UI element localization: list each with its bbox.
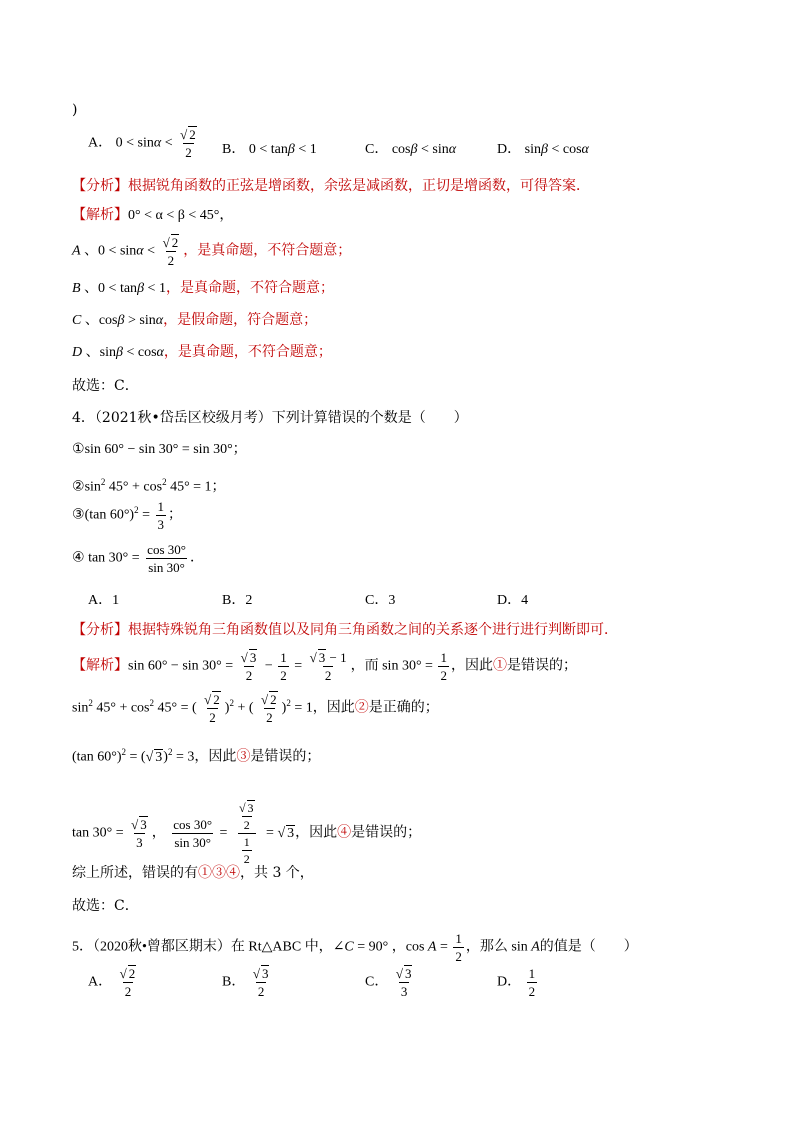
q3-option-b[interactable]: B． 0 < tanβ < 1 (222, 142, 317, 157)
q4-item-2: $②\sin^2$ $45^\circ + \cos^2 45^\circ = 1$； (72, 477, 226, 495)
q3-analysis (72, 176, 590, 196)
q4-analysis: 【分析】根据特殊锐角三角函数值以及同角三角函数之间的关系逐个进行进行判断即可． (72, 622, 618, 638)
q4-stem: 4．（2021秋•岱岳区校级月考）下列计算错误的个数是（ ） (72, 410, 468, 426)
q4-option-b[interactable]: B．2 (222, 593, 253, 608)
q5-option-b[interactable]: B． $\frac{√ 3}{2}$ (222, 966, 269, 999)
q4-answer: 故选：C． (72, 898, 139, 914)
q5-option-d[interactable]: D． $\frac{1}{2}$ (497, 966, 536, 999)
q4-option-c[interactable]: C．3 (365, 593, 396, 608)
q3-option-c[interactable]: C． cosβ < sinα (365, 142, 457, 157)
q3-solution-a: A 、0 < sinα < $\frac{√ 2}{2}$ ，是真命题，不符合题意； (72, 235, 352, 268)
q4-item-4: ④ tan 30° = $\frac{\cos 30^\circ}{\sin 30^\circ}$ ． (72, 542, 204, 575)
q3-option-d[interactable]: D． sinβ < cosα (497, 142, 589, 157)
q3-answer: 故选：C． (72, 378, 139, 394)
q4-solution-4: tan 30° = $\frac{√ 3}{3}$ ， $\frac{\cos 30^\circ}{\sin 30^\circ}$ = $\frac{\frac{√ 3}{2}}{\frac{1}{2}}$ = √ 3，因此④是错误的； (72, 801, 422, 866)
q3-solution-c: C 、cosβ > sinα，是假命题，符合题意； (72, 313, 318, 328)
q4-summary: 综上所述，错误的有①③④，共 3 个， (72, 865, 314, 881)
solution-tag: 【解析】 (72, 208, 128, 223)
q4-option-d[interactable]: D．4 (497, 593, 529, 608)
q3-solution-d: D 、sinβ < cosα，是真命题，不符合题意； (72, 345, 332, 360)
analysis-tag: 【分析】 (72, 178, 128, 194)
analysis-text: 根据锐角函数的正弦是增函数，余弦是减函数，正切是增函数，可得答案． (128, 178, 590, 194)
q3-option-a[interactable]: A． 0 < sinα < $\frac{√ 2}{2}$ (88, 127, 196, 160)
q4-solution-2: $\sin^2 45^\circ + \cos^2 45^\circ$ = ( $\frac{√ 2}{2}$ )$^2$ + ( $\frac{√ 2}{2}$ )$^2$ = 1，因此②是正确的； (72, 692, 439, 725)
q4-solution-3: (tan 60°)$^2$ = (√ 3)$^2$ = 3，因此③是错误的； (72, 747, 321, 765)
q4-option-a[interactable]: A．1 (88, 593, 120, 608)
q5-option-a[interactable]: A． $\frac{√ 2}{2}$ (88, 966, 136, 999)
continued-paren: ) (72, 102, 78, 118)
q3-solution-b: B 、0 < tanβ < 1，是真命题，不符合题意； (72, 281, 334, 296)
q4-item-1: ①sin 60° − sin 30° = sin 30°； (72, 442, 247, 457)
q4-item-3: ③(tan 60°)$^2$ = $\frac{1}{3}$ ； (72, 499, 182, 532)
q5-stem: 5．（2020秋•曾都区期末）在 Rt△ABC 中，∠C = 90° ，cos A = $\frac{1}{2}$ ，那么 sin A的值是（ ） (72, 931, 638, 964)
q4-solution-1: 【解析】sin 60° − sin 30° = $\frac{√ 3}{2}$ − $\frac{1}{2}$ = $\frac{√ 3 - 1}{2}$ ，而 sin 30° = $\frac{1}{2}$ ，因此①是错误的； (72, 650, 577, 683)
q5-option-c[interactable]: C． $\frac{√ 3}{3}$ (365, 966, 412, 999)
q3-solution-line1: 【解析】0° < α < β < 45°， (72, 208, 234, 223)
